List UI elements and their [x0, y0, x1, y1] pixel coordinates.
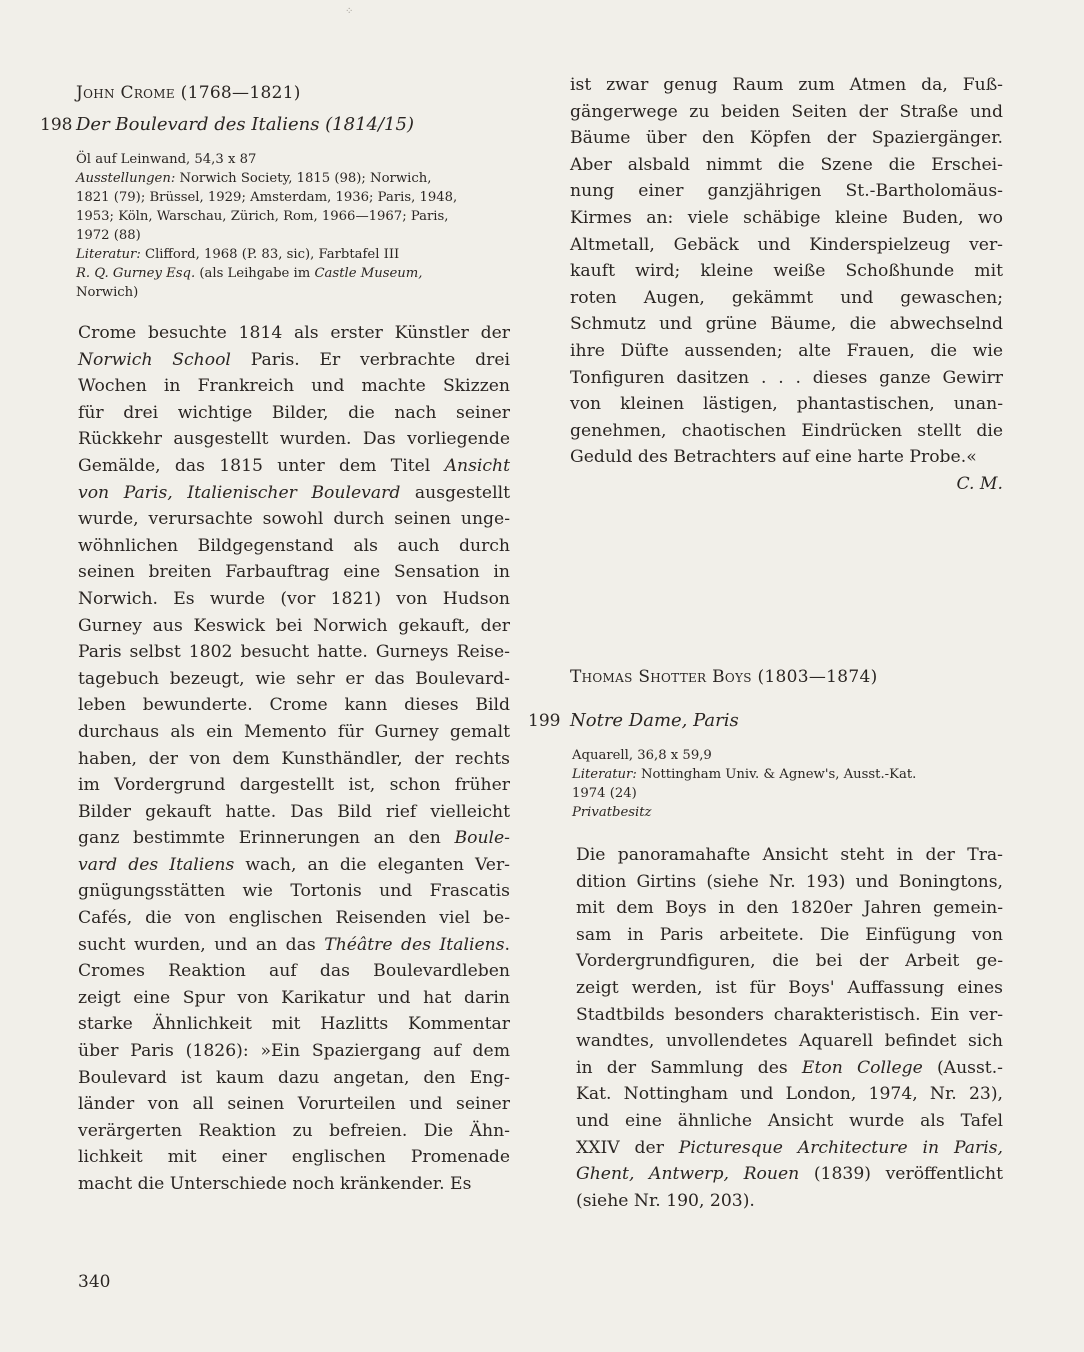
- text-line: kauft wird; kleine weiße Schoßhunde mit: [570, 261, 1003, 282]
- text-line: Rückkehr ausgestellt wurden. Das vorliegende: [78, 429, 510, 450]
- text-line: wöhnlichen Bildgegenstand als auch durch: [78, 535, 510, 556]
- right-column: [528, 72, 1003, 1211]
- metadata-line: Öl auf Leinwand, 54,3 x 87: [76, 152, 257, 167]
- left-column: [40, 76, 510, 1198]
- artwork-title-199: Notre Dame, Paris: [570, 710, 739, 731]
- text-line: ganz bestimmte Erinnerungen an den Boule-: [78, 828, 510, 849]
- artwork-metadata-198: [76, 150, 510, 302]
- metadata-line: Literatur: Nottingham Univ. & Agnew's, Ausst.-Kat.: [572, 767, 917, 782]
- text-line: gnügungsstätten wie Tortonis und Frascatis: [78, 881, 510, 902]
- metadata-line: Privatbesitz: [572, 805, 652, 820]
- text-line: (siehe Nr. 190, 203).: [576, 1190, 755, 1211]
- metadata-line: 1821 (79); Brüssel, 1929; Amsterdam, 1936; Paris, 1948,: [76, 190, 458, 205]
- text-line: länder von all seinen Vorurteilen und seiner: [78, 1094, 510, 1115]
- text-line: von Paris, Italienischer Boulevard ausgestellt: [78, 482, 510, 503]
- text-line: Norwich. Es wurde (vor 1821) von Hudson: [78, 588, 510, 609]
- text-line: gängerwege zu beiden Seiten der Straße und: [570, 101, 1003, 122]
- text-line: Ghent, Antwerp, Rouen (1839) veröffentlicht: [576, 1164, 1003, 1185]
- essay-text-198-part2: [570, 72, 1003, 471]
- text-line: Die panoramahafte Ansicht steht in der Tra-: [576, 845, 1003, 865]
- text-line: Kat. Nottingham und London, 1974, Nr. 23),: [576, 1084, 1003, 1105]
- text-line: Bäume über den Köpfen der Spaziergänger.: [570, 128, 1003, 149]
- text-line: Altmetall, Gebäck und Kinderspielzeug ver-: [570, 234, 1003, 255]
- catalog-number-199: 199: [528, 711, 561, 731]
- text-line: von kleinen lästigen, phantastischen, unan-: [570, 394, 1003, 415]
- entry-title-line-199: [528, 706, 1003, 736]
- text-line: Crome besuchte 1814 als erster Künstler der: [78, 323, 510, 343]
- artwork-metadata-199: [572, 746, 1003, 822]
- text-line: Tonfiguren dasitzen . . . dieses ganze Gewirr: [570, 367, 1003, 388]
- entry-title-line-198: [40, 110, 510, 140]
- text-line: XXIV der Picturesque Architecture in Paris,: [576, 1137, 1003, 1158]
- metadata-line: Norwich): [76, 285, 139, 300]
- text-line: dition Girtins (siehe Nr. 193) und Boningtons,: [576, 871, 1003, 892]
- essay-text-198-part1: [78, 320, 510, 1198]
- text-line: Geduld des Betrachters auf eine harte Probe.«: [570, 447, 977, 468]
- text-line: zeigt eine Spur von Karikatur und hat darin: [78, 987, 510, 1008]
- text-line: sucht wurden, und an das Théâtre des Italiens.: [78, 934, 510, 955]
- text-line: sam in Paris arbeitete. Die Einfügung von: [576, 924, 1003, 945]
- paper-speck-mark: ⁘: [345, 6, 354, 17]
- metadata-line: Aquarell, 36,8 x 59,9: [572, 748, 712, 763]
- text-line: haben, der von dem Kunsthändler, der rechts: [78, 748, 510, 769]
- text-line: macht die Unterschiede noch kränkender. Es: [78, 1174, 472, 1194]
- text-line: Stadtbilds besonders charakteristisch. Ein ver-: [576, 1004, 1003, 1025]
- text-line: nung einer ganzjährigen St.-Bartholomäus-: [570, 181, 1003, 202]
- text-line: Paris selbst 1802 besucht hatte. Gurneys Reise-: [78, 642, 510, 663]
- text-line: lichkeit mit einer englischen Promenade: [78, 1147, 510, 1168]
- text-line: für drei wichtige Bilder, die nach seiner: [78, 402, 510, 423]
- text-line: seinen breiten Farbauftrag eine Sensation in: [78, 562, 510, 583]
- author-signature: C. M.: [956, 473, 1003, 494]
- text-line: Boulevard ist kaum dazu angetan, den Eng-: [78, 1067, 510, 1088]
- text-line: und eine ähnliche Ansicht wurde als Tafel: [576, 1110, 1003, 1131]
- metadata-line: 1974 (24): [572, 786, 637, 801]
- text-line: tagebuch bezeugt, wie sehr er das Boulevard-: [78, 668, 510, 689]
- text-line: verärgerten Reaktion zu befreien. Die Ähn-: [78, 1120, 510, 1141]
- text-line: wurde, verursachte sowohl durch seinen unge-: [78, 509, 510, 530]
- catalog-number-198: 198: [40, 115, 73, 135]
- text-line: starke Ähnlichkeit mit Hazlitts Kommentar: [78, 1014, 510, 1035]
- text-line: Gemälde, das 1815 unter dem Titel Ansicht: [78, 455, 510, 476]
- text-line: Bilder gekauft hatte. Das Bild rief vielleicht: [78, 801, 510, 822]
- artist-heading-198: John Crome (1768—1821): [76, 83, 301, 103]
- text-line: Cafés, die von englischen Reisenden viel be-: [78, 908, 510, 929]
- text-line: in der Sammlung des Eton College (Ausst.-: [576, 1057, 1003, 1078]
- metadata-line: Literatur: Clifford, 1968 (P. 83, sic), Farbtafel III: [76, 247, 400, 262]
- text-line: wandtes, unvollendetes Aquarell befindet sich: [576, 1031, 1003, 1052]
- metadata-line: Ausstellungen: Norwich Society, 1815 (98); Norwich,: [76, 171, 432, 186]
- text-line: mit dem Boys in den 1820er Jahren gemein-: [576, 898, 1003, 919]
- text-line: Schmutz und grüne Bäume, die abwechselnd: [570, 314, 1003, 335]
- essay-text-199: [576, 842, 1003, 1214]
- text-line: ist zwar genug Raum zum Atmen da, Fuß-: [570, 75, 1003, 95]
- text-line: im Vordergrund dargestellt ist, schon früher: [78, 775, 510, 796]
- text-line: zeigt werden, ist für Boys' Auffassung eines: [576, 977, 1003, 998]
- text-line: Kirmes an: viele schäbige kleine Buden, wo: [570, 207, 1003, 228]
- metadata-line: 1972 (88): [76, 228, 141, 243]
- metadata-line: 1953; Köln, Warschau, Zürich, Rom, 1966—1967; Paris,: [76, 209, 449, 224]
- text-line: ihre Düfte aussenden; alte Frauen, die wie: [570, 340, 1003, 361]
- text-line: Vordergrundfiguren, die bei der Arbeit ge-: [576, 951, 1003, 972]
- metadata-line: R. Q. Gurney Esq. (als Leihgabe im Castle Museum,: [76, 266, 423, 281]
- artist-heading-199: Thomas Shotter Boys (1803—1874): [570, 667, 878, 687]
- text-line: Gurney aus Keswick bei Norwich gekauft, der: [78, 615, 510, 636]
- text-line: über Paris (1826): »Ein Spaziergang auf dem: [78, 1041, 510, 1062]
- text-line: leben bewunderte. Crome kann dieses Bild: [78, 695, 510, 716]
- text-line: vard des Italiens wach, an die eleganten Ver-: [78, 854, 510, 875]
- entry-199: [528, 660, 1003, 1214]
- text-line: roten Augen, gekämmt und gewaschen;: [570, 287, 1003, 308]
- text-line: Cromes Reaktion auf das Boulevardleben: [78, 961, 510, 982]
- page-number: 340: [78, 1272, 111, 1292]
- text-line: Norwich School Paris. Er verbrachte drei: [78, 349, 510, 370]
- text-line: durchaus als ein Memento für Gurney gemalt: [78, 721, 510, 742]
- text-line: Aber alsbald nimmt die Szene die Erschei-: [570, 154, 1003, 175]
- text-line: Wochen in Frankreich und machte Skizzen: [78, 376, 510, 397]
- text-line: genehmen, chaotischen Eindrücken stellt die: [570, 420, 1003, 441]
- artwork-title-198: Der Boulevard des Italiens (1814/15): [76, 114, 414, 135]
